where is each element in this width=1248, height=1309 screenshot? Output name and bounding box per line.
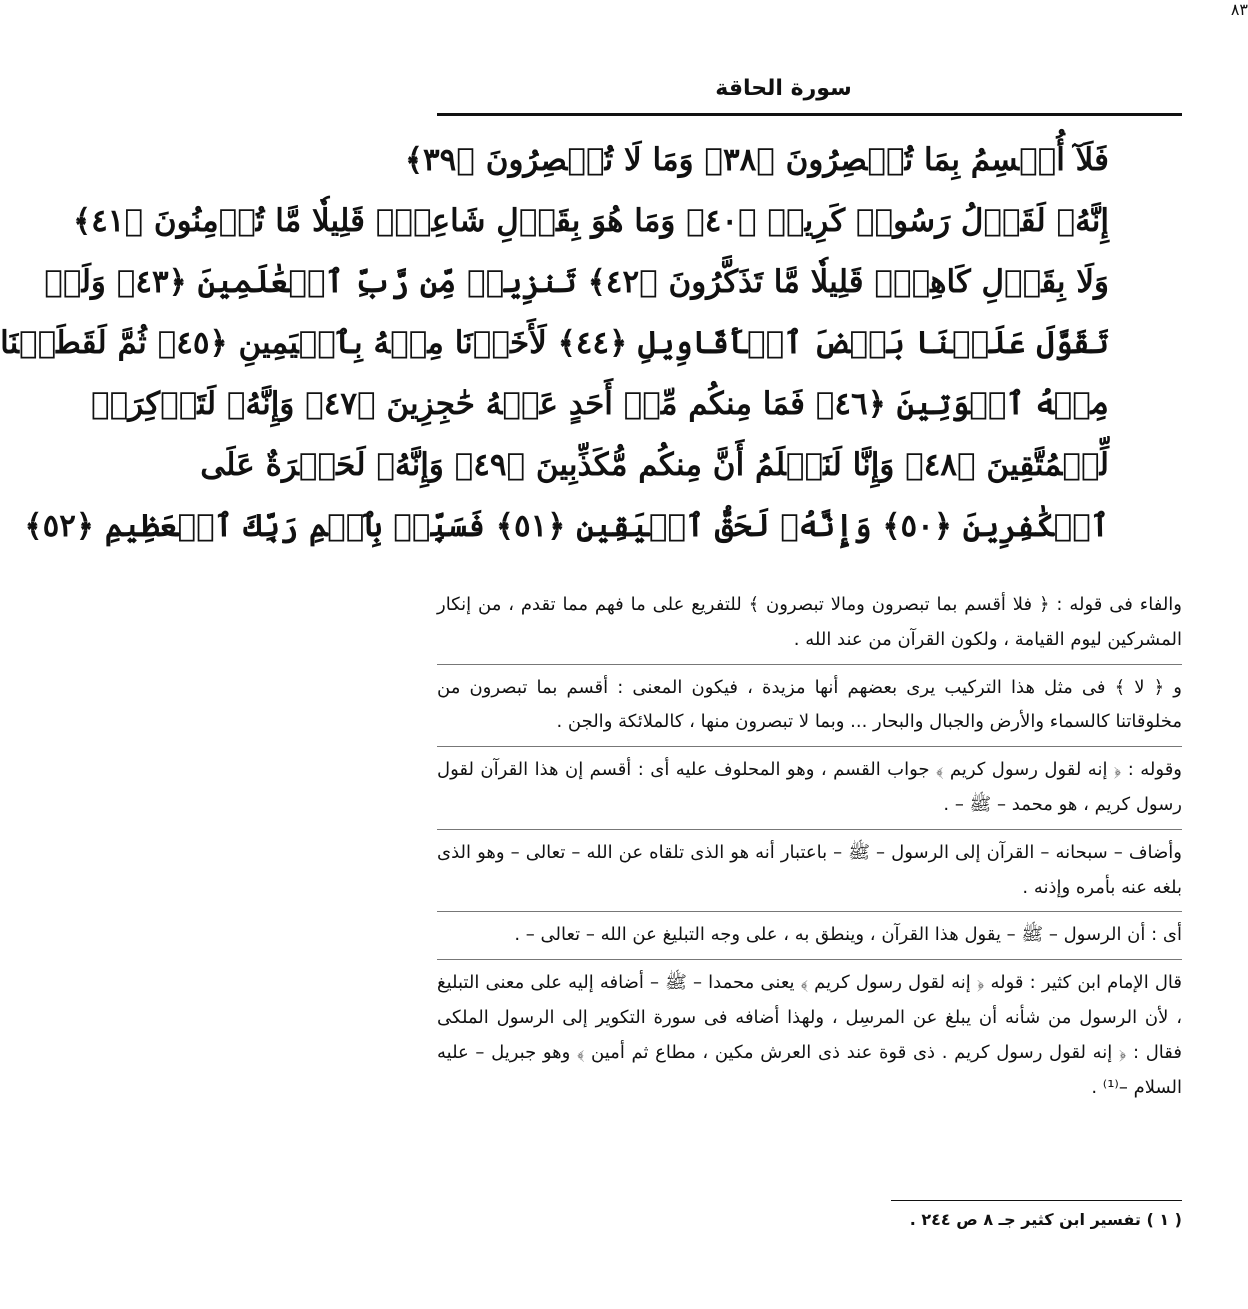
verse-line: مِنۡهُ ٱلۡوَتِينَ ﴿٤٦﴾ فَمَا مِنكُم مِّنۡ أَحَدٍ عَنۡهُ حَٰجِزِينَ ﴿٤٧﴾ وَإِنَّهُۥ لَتَذۡكِرَةٞ <box>91 386 1109 422</box>
paragraph: قال الإمام ابن كثير : قوله ﴿ إنه لقول رسول كريم ﴾ يعنى محمدا – ﷺ – أضافه إليه على معنى التبليغ ، لأن الرسول من شأنه أن يبلغ عن المرسِل ، ولهذا أضافه فى سورة التكوير إلى الرسول الملكى فقال : ﴿ إنه لقول رسول كريم . ذى قوة عند ذى العرش مكين ، مطاع ثم أمين ﴾ وهو جبريل – عليه السلام –⁽¹⁾ . <box>437 972 1182 1098</box>
running-title: سورة الحاقة <box>715 76 852 101</box>
paragraph: وأضاف – سبحانه – القرآن إلى الرسول – ﷺ – باعتبار أنه هو الذى تلقاه عن الله – تعالى – وهو الذى بلغه عنه بأمره وإذنه . <box>437 841 1182 898</box>
paragraph-divider <box>437 959 1182 960</box>
verse-line: تَقَوَّلَ عَلَيۡنَا بَعۡضَ ٱلۡأَقَاوِيلِ ﴿٤٤﴾ لَأَخَذۡنَا مِنۡهُ بِٱلۡيَمِينِ ﴿٤٥﴾ ثُمَّ لَقَطَعۡنَا <box>0 325 1109 361</box>
footnote: ( ١ ) تفسير ابن كثير جـ ٨ ص ٢٤٤ . <box>909 1210 1182 1229</box>
verse-line: ٱلۡكَٰفِرِينَ ﴿٥٠﴾ وَإِنَّهُۥ لَحَقُّ ٱلۡيَقِينِ ﴿٥١﴾ فَسَبِّحۡ بِٱسۡمِ رَبِّكَ ٱلۡعَظِيمِ ﴿٥٢﴾ <box>24 508 1109 544</box>
page-number: ٨٣ <box>1230 0 1248 19</box>
verse-line: فَلَآ أُقۡسِمُ بِمَا تُبۡصِرُونَ ﴿٣٨﴾ وَمَا لَا تُبۡصِرُونَ ﴿٣٩﴾ <box>404 142 1109 178</box>
paragraph: وقوله : ﴿ إنه لقول رسول كريم ﴾ جواب القسم ، وهو المحلوف عليه أى : أقسم إن هذا القرآن لقول رسول كريم ، هو محمد – ﷺ – . <box>437 759 1182 815</box>
paragraph: و ﴿ لا ﴾ فى مثل هذا التركيب يرى بعضهم أنها مزيدة ، فيكون المعنى : أقسم بما تبصرون من مخلوقاتنا كالسماء والأرض والجبال والبحار ... وبما لا تبصرون منها ، كالملائكة والجن . <box>437 676 1182 733</box>
paragraph: أى : أن الرسول – ﷺ – يقول هذا القرآن ، وينطق به ، على وجه التبليغ عن الله – تعالى – . <box>514 924 1182 946</box>
verse-line: إِنَّهُۥ لَقَوۡلُ رَسُولٖ كَرِيمٖ ﴿٤٠﴾ وَمَا هُوَ بِقَوۡلِ شَاعِرٖۚ قَلِيلٗا مَّا تُؤۡمِنُونَ ﴿٤١﴾ <box>72 203 1109 239</box>
paragraph-divider <box>437 829 1182 830</box>
paragraph-divider <box>437 664 1182 665</box>
header-rule <box>437 113 1182 116</box>
verse-line: لِّلۡمُتَّقِينَ ﴿٤٨﴾ وَإِنَّا لَنَعۡلَمُ أَنَّ مِنكُم مُّكَذِّبِينَ ﴿٤٩﴾ وَإِنَّهُۥ لَحَسۡرَةٌ عَلَى <box>200 447 1109 483</box>
paragraph: والفاء فى قوله : ﴿ فلا أقسم بما تبصرون ومالا تبصرون ﴾ للتفريع على ما فهم مما تقدم ، من إنكار المشركين ليوم القيامة ، ولكون القرآن من عند الله . <box>437 594 1182 650</box>
quran-verses <box>0 130 1109 557</box>
paragraph-divider <box>437 746 1182 747</box>
paragraph-divider <box>437 911 1182 912</box>
footnote-rule <box>891 1200 1182 1201</box>
verse-line: وَلَا بِقَوۡلِ كَاهِنٖۚ قَلِيلٗا مَّا تَذَكَّرُونَ ﴿٤٢﴾ تَنزِيلٞ مِّن رَّبِّ ٱلۡعَٰلَمِينَ ﴿٤٣﴾ وَلَوۡ <box>44 264 1109 300</box>
tafsir-body <box>437 588 1182 1111</box>
